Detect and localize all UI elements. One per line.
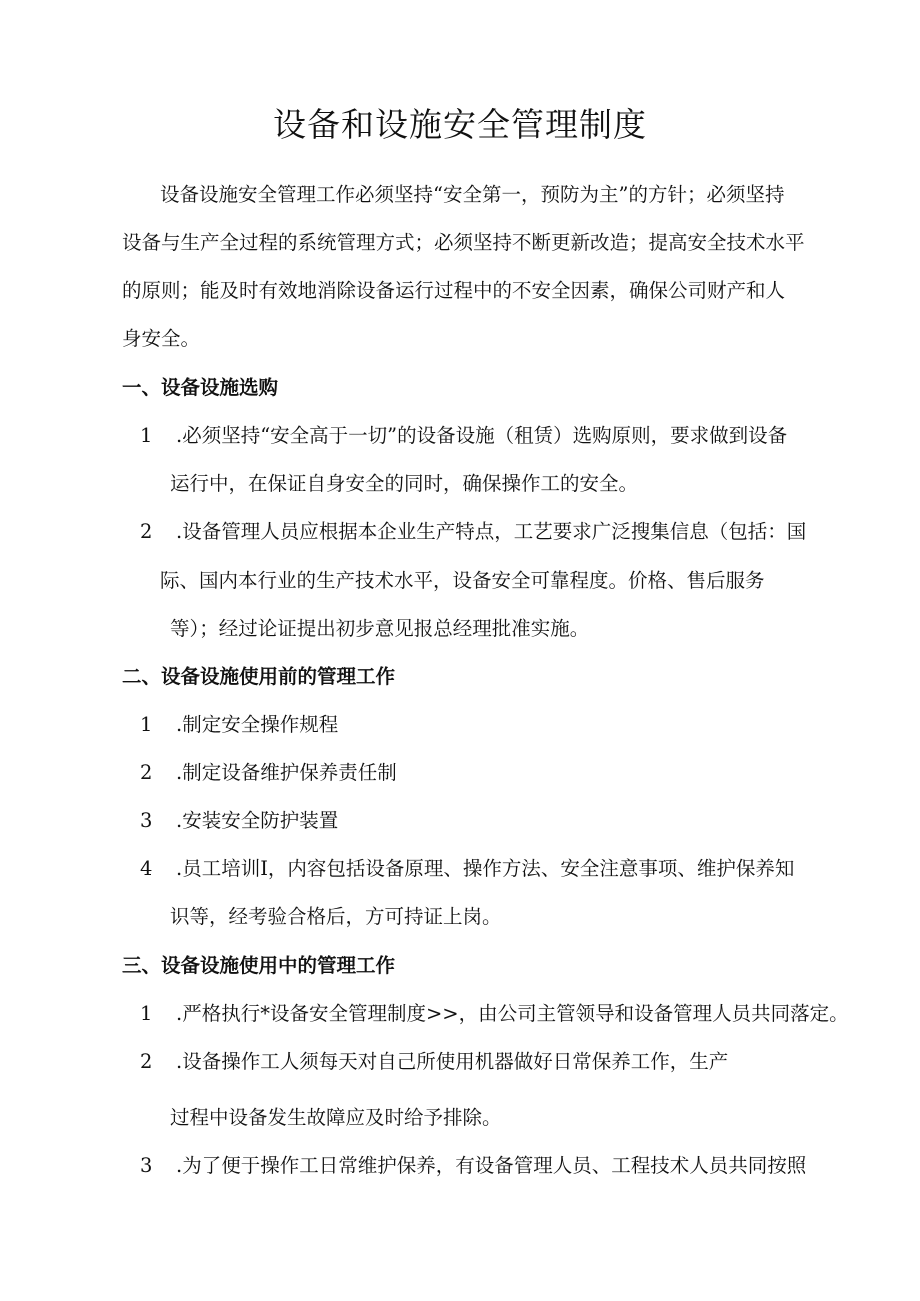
item-continuation: 过程中设备发生故障应及时给予排除。 bbox=[170, 1106, 502, 1129]
item-text: .员工培训I，内容包括设备原理、操作方法、安全注意事项、维护保养知 bbox=[176, 857, 795, 880]
item-continuation: 等）；经过论证提出初步意见报总经理批准实施。 bbox=[170, 617, 590, 640]
item-number: 4 bbox=[140, 857, 153, 880]
list-item bbox=[140, 999, 849, 1029]
item-continuation: 际、国内本行业的生产技术水平，设备安全可靠程度。价格、售后服务 bbox=[160, 569, 765, 592]
item-number: 1 bbox=[140, 713, 153, 736]
list-item bbox=[140, 854, 794, 884]
intro-line: 的原则；能及时有效地消除设备运行过程中的不安全因素，确保公司财产和人 bbox=[122, 279, 786, 302]
document-title: 设备和设施安全管理制度 bbox=[273, 105, 647, 144]
item-text: .设备操作工人须每天对自己所使用机器做好日常保养工作，生产 bbox=[176, 1050, 729, 1073]
intro-line: 设备设施安全管理工作必须坚持“安全第一，预防为主”的方针；必须坚持 bbox=[160, 183, 785, 206]
item-number: 2 bbox=[140, 520, 153, 543]
list-item bbox=[140, 421, 787, 451]
list-item bbox=[140, 710, 338, 740]
item-number: 1 bbox=[140, 424, 153, 447]
item-number: 2 bbox=[140, 1050, 153, 1073]
item-continuation: 运行中，在保证自身安全的同时，确保操作工的安全。 bbox=[170, 472, 639, 495]
section-heading: 三、设备设施使用中的管理工作 bbox=[122, 954, 396, 977]
item-number: 3 bbox=[140, 809, 153, 832]
list-item bbox=[140, 1151, 806, 1181]
section-heading: 二、设备设施使用前的管理工作 bbox=[122, 665, 396, 688]
intro-line: 设备与生产全过程的系统管理方式；必须坚持不断更新改造；提高安全技术水平 bbox=[122, 231, 805, 254]
item-text: .必须坚持“安全高于一切”的设备设施（租赁）选购原则，要求做到设备 bbox=[176, 424, 788, 447]
item-text: .制定设备维护保养责任制 bbox=[176, 761, 397, 784]
item-text: .设备管理人员应根据本企业生产特点，工艺要求广泛搜集信息（包括：国 bbox=[176, 520, 807, 543]
section-heading: 一、设备设施选购 bbox=[122, 376, 279, 399]
item-text: .为了便于操作工日常维护保养，有设备管理人员、工程技术人员共同按照 bbox=[176, 1154, 807, 1177]
list-item bbox=[140, 1047, 728, 1077]
list-item bbox=[140, 806, 338, 836]
item-text: .制定安全操作规程 bbox=[176, 713, 339, 736]
list-item bbox=[140, 758, 397, 788]
intro-line: 身安全。 bbox=[122, 327, 201, 350]
item-number: 2 bbox=[140, 761, 153, 784]
item-continuation: 识等，经考验合格后，方可持证上岗。 bbox=[170, 905, 502, 928]
item-text: .安装安全防护装置 bbox=[176, 809, 339, 832]
item-number: 3 bbox=[140, 1154, 153, 1177]
item-number: 1 bbox=[140, 1002, 153, 1025]
list-item bbox=[140, 517, 806, 547]
item-text: .严格执行*设备安全管理制度>>，由公司主管领导和设备管理人员共同落定。 bbox=[176, 1002, 849, 1025]
